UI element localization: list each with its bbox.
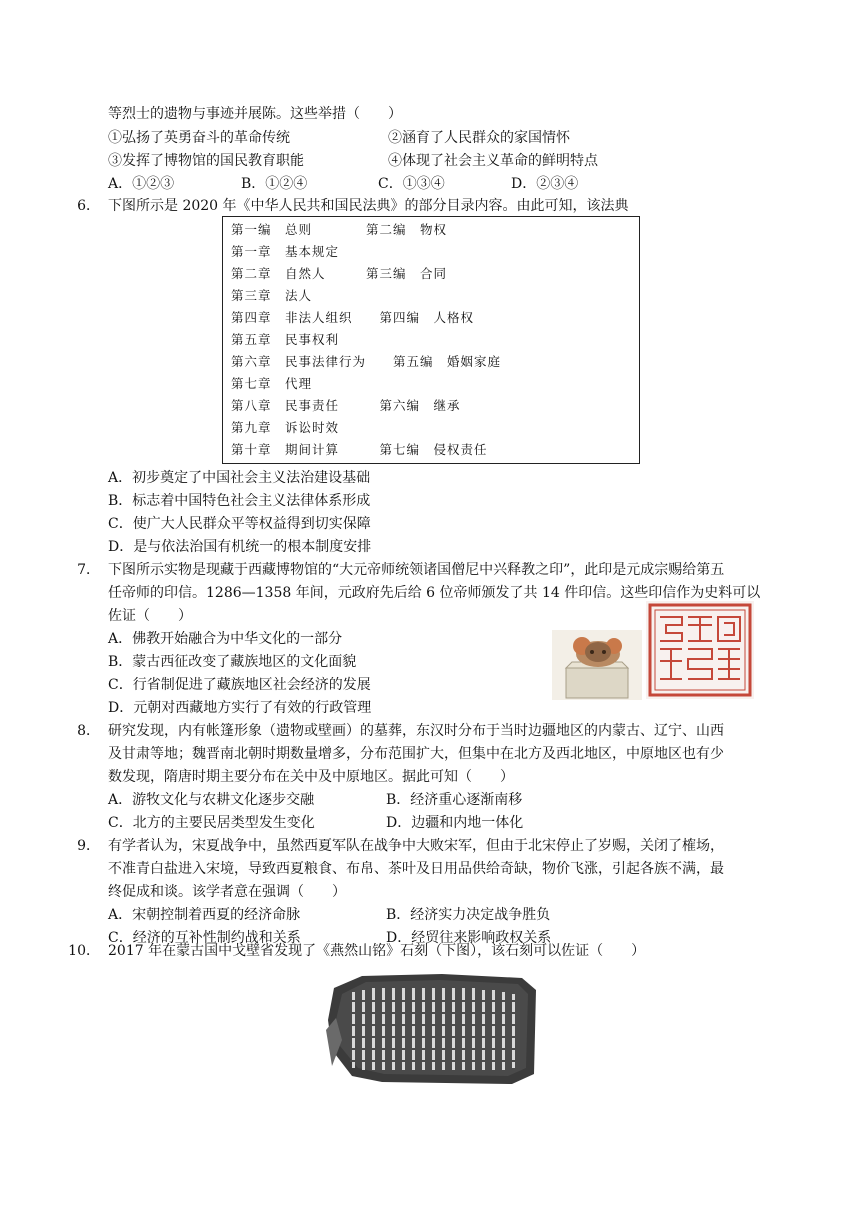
toc-line: 第一章 基本规定 (231, 244, 340, 259)
q5-stem-continuation: 等烈士的遗物与事迹并展陈。这些举措（ ） (108, 106, 402, 122)
q10-stem: 2017 年在蒙古国中戈壁省发现了《燕然山铭》石刻（下图），该石刻可以佐证（ ） (108, 943, 646, 959)
q9-option-a[interactable]: A．宋朝控制着西夏的经济命脉 (108, 907, 301, 923)
q9-number: 9． (77, 838, 100, 854)
q7-number: 7． (77, 562, 100, 578)
toc-line: 第五章 民事权利 (231, 332, 340, 347)
q8-option-a[interactable]: A．游牧文化与农耕文化逐步交融 (108, 792, 315, 808)
seal-imprint-image (646, 601, 754, 699)
q8-option-d[interactable]: D．边疆和内地一体化 (386, 815, 524, 831)
yanran-inscription-rubbing (322, 970, 540, 1088)
toc-line: 第六章 民事法律行为 第五编 婚姻家庭 (231, 354, 502, 369)
q5-option-b[interactable]: B．①②④ (241, 176, 308, 192)
q5-option-a[interactable]: A．①②③ (108, 176, 175, 192)
q7-stem-line: 任帝师的印信。1286—1358 年间，元政府先后给 6 位帝师颁发了共 14 件印信。这些印信作为史料可以 (108, 585, 761, 601)
jade-seal-photo (552, 630, 642, 700)
toc-line: 第三章 法人 (231, 288, 313, 303)
q6-stem: 下图所示是 2020 年《中华人民共和国民法典》的部分目录内容。由此可知，该法典 (108, 198, 629, 214)
q6-option-a[interactable]: A．初步奠定了中国社会主义法治建设基础 (108, 470, 371, 486)
toc-line: 第八章 民事责任 第六编 继承 (231, 398, 461, 413)
q5-item-2: ②涵育了人民群众的家国情怀 (388, 130, 570, 146)
q5-item-3: ③发挥了博物馆的国民教育职能 (108, 153, 304, 169)
toc-line: 第九章 诉讼时效 (231, 420, 340, 435)
toc-line: 第七章 代理 (231, 376, 313, 391)
q9-stem-line: 终促成和谈。该学者意在强调（ ） (108, 884, 346, 900)
q9-option-c[interactable]: C．经济的互补性制约战和关系 (108, 930, 301, 946)
toc-line: 第二章 自然人 第三编 合同 (231, 266, 448, 281)
q8-stem-line: 及甘肃等地；魏晋南北朝时期数量增多，分布范围扩大，但集中在北方及西北地区，中原地区也有少 (108, 746, 724, 762)
q6-option-c[interactable]: C．使广大人民群众平等权益得到切实保障 (108, 516, 371, 532)
q7-stem-line: 佐证（ ） (108, 608, 192, 624)
q9-option-d[interactable]: D．经贸往来影响政权关系 (386, 930, 552, 946)
q10-number: 10． (68, 943, 100, 959)
q8-stem-line: 数发现，隋唐时期主要分布在关中及中原地区。据此可知（ ） (108, 769, 514, 785)
q7-option-b[interactable]: B．蒙古西征改变了藏族地区的文化面貌 (108, 654, 357, 670)
q8-number: 8． (77, 723, 100, 739)
q7-stem-line: 下图所示实物是现藏于西藏博物馆的“大元帝师统领诸国僧尼中兴释教之印”，此印是元成宗赐给第五 (108, 562, 725, 578)
q9-stem-line: 有学者认为，宋夏战争中，虽然西夏军队在战争中大败宋军，但由于北宋停止了岁赐，关闭了榷场， (108, 838, 724, 854)
q5-item-4: ④体现了社会主义革命的鲜明特点 (388, 153, 598, 169)
q8-stem-line: 研究发现，内有帐篷形象（遗物或壁画）的墓葬，东汉时分布于当时边疆地区的内蒙古、辽宁、山西 (108, 723, 724, 739)
q9-option-b[interactable]: B．经济实力决定战争胜负 (386, 907, 551, 923)
q5-option-c[interactable]: C．①③④ (378, 176, 445, 192)
q9-stem-line: 不准青白盐进入宋境，导致西夏粮食、布帛、茶叶及日用品供给奇缺，物价飞涨，引起各族不满，最 (108, 861, 724, 877)
toc-line: 第十章 期间计算 第七编 侵权责任 (231, 442, 488, 457)
q7-option-a[interactable]: A．佛教开始融合为中华文化的一部分 (108, 631, 343, 647)
q7-option-c[interactable]: C．行省制促进了藏族地区社会经济的发展 (108, 677, 371, 693)
q6-option-d[interactable]: D．是与依法治国有机统一的根本制度安排 (108, 539, 372, 555)
q8-option-b[interactable]: B．经济重心逐渐南移 (386, 792, 523, 808)
toc-line: 第四章 非法人组织 第四编 人格权 (231, 310, 475, 325)
q5-item-1: ①弘扬了英勇奋斗的革命传统 (108, 130, 290, 146)
q6-option-b[interactable]: B．标志着中国特色社会主义法律体系形成 (108, 493, 371, 509)
q8-option-c[interactable]: C．北方的主要民居类型发生变化 (108, 815, 315, 831)
civil-code-toc-box (222, 216, 640, 464)
q6-number: 6． (77, 198, 100, 214)
q7-option-d[interactable]: D．元朝对西藏地方实行了有效的行政管理 (108, 700, 372, 716)
q5-option-d[interactable]: D．②③④ (511, 176, 579, 192)
toc-line: 第一编 总则 第二编 物权 (231, 222, 448, 237)
